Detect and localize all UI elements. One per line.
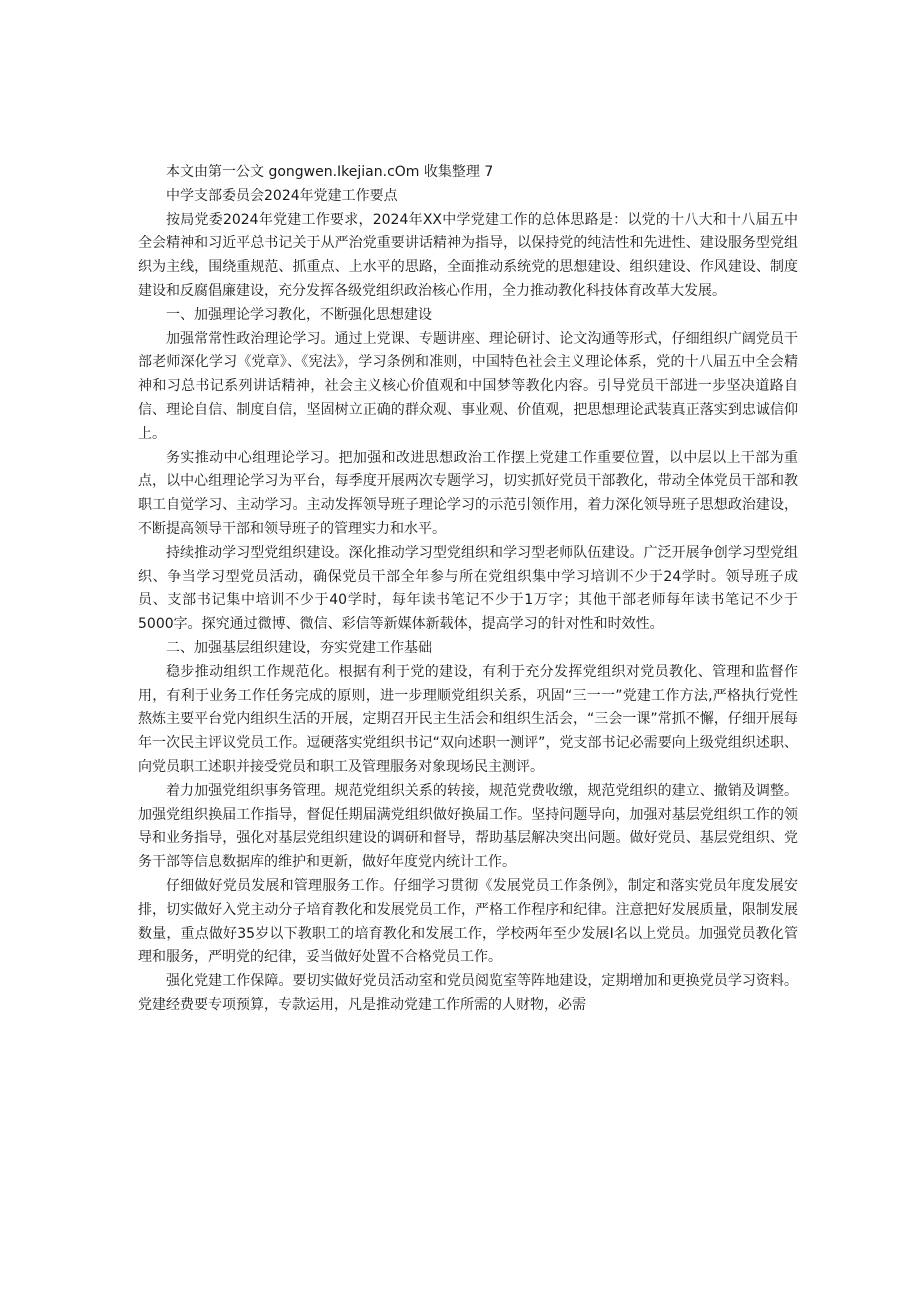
section-1-heading: 一、加强理论学习教化，不断强化思想建设 (166, 306, 432, 323)
intro-paragraph: 按局党委2024年党建工作要求，2024年XX中学党建工作的总体思路是：以党的十八大和十八届五中全会精神和习近平总书记关于从严治党重要讲话精神为指导，以保持党的纯洁性和先进性、建设服务型党组织为主线，围绕重规范、抓重点、上水平的思路，全面推动系统党的思想建设、组织建设、作风建设、制度建设和反腐倡廉建设，充分发挥各级党组织政治核心作用，全力推动教化科技体育改革大发展。 (138, 211, 798, 299)
paragraph: 持续推动学习型党组织建设。深化推动学习型党组织和学习型老师队伍建设。广泛开展争创学习型党组织、争当学习型党员活动，确保党员干部全年参与所在党组织集中学习培训不少于24学时。领导班子成员、支部书记集中培训不少于40学时，每年读书笔记不少于1万字；其他干部老师每年读书笔记不少于5000字。探究通过微博、微信、彩信等新媒体新载体，提高学习的针对性和时效性。 (138, 544, 798, 633)
paragraph: 稳步推动组织工作规范化。根据有利于党的建设，有利于充分发挥党组织对党员教化、管理和监督作用，有利于业务工作任务完成的原则，进一步理顺党组织关系，巩固“三一一”党建工作方法,严格执行党性熬炼主要平台党内组织生活的开展，定期召开民主生活会和组织生活会，“三会一课”常抓不懈，仔细开展每年一次民主评议党员工作。逗硬落实党组织书记“双向述职一测评”，党支部书记必需要向上级党组织述职、向党员职工述职并接受党员和职工及管理服务对象现场民主测评。 (138, 663, 798, 775)
document-body (138, 161, 798, 1018)
document-title: 中学支部委员会2024年党建工作要点 (166, 187, 398, 204)
section-2-heading: 二、加强基层组织建设，夯实党建工作基础 (166, 639, 432, 656)
source-note: 本文由第一公文 gongwen.Ikejian.cOm 收集整理 7 (166, 164, 494, 180)
paragraph: 仔细做好党员发展和管理服务工作。仔细学习贯彻《发展党员工作条例》，制定和落实党员年度发展安排，切实做好入党主动分子培育教化和发展党员工作，严格工作程序和纪律。注意把好发展质量，限制发展数量，重点做好35岁以下教职工的培育教化和发展工作，学校两年至少发展I名以上党员。加强党员教化管理和服务，严明党的纪律，妥当做好处置不合格党员工作。 (138, 877, 798, 966)
paragraph: 务实推动中心组理论学习。把加强和改进思想政治工作摆上党建工作重要位置，以中层以上干部为重点，以中心组理论学习为平台，每季度开展两次专题学习，切实抓好党员干部教化，带动全体党员干部和教职工自觉学习、主动学习。主动发挥领导班子理论学习的示范引领作用，着力深化领导班子思想政治建设，不断提高领导干部和领导班子的管理实力和水平。 (138, 449, 798, 537)
paragraph: 加强常常性政治理论学习。通过上党课、专题讲座、理论研讨、论文沟通等形式，仔细组织广阔党员干部老师深化学习《党章》、《宪法》，学习条例和准则，中国特色社会主义理论体系，党的十八届五中全会精神和习总书记系列讲话精神，社会主义核心价值观和中国梦等教化内容。引导党员干部进一步坚决道路自信、理论自信、制度自信，坚固树立正确的群众观、事业观、价值观，把思想理论武装真正落实到忠诚信仰上。 (138, 330, 798, 442)
paragraph: 着力加强党组织事务管理。规范党组织关系的转接，规范党费收缴，规范党组织的建立、撤销及调整。加强党组织换届工作指导，督促任期届满党组织做好换届工作。坚持问题导向，加强对基层党组织工作的领导和业务指导，强化对基层党组织建设的调研和督导，帮助基层解决突出问题。做好党员、基层党组织、党务干部等信息数据库的维护和更新，做好年度党内统计工作。 (138, 782, 798, 871)
paragraph: 强化党建工作保障。要切实做好党员活动室和党员阅览室等阵地建设，定期增加和更换党员学习资料。党建经费要专项预算，专款运用，凡是推动党建工作所需的人财物，必需 (138, 973, 798, 1013)
